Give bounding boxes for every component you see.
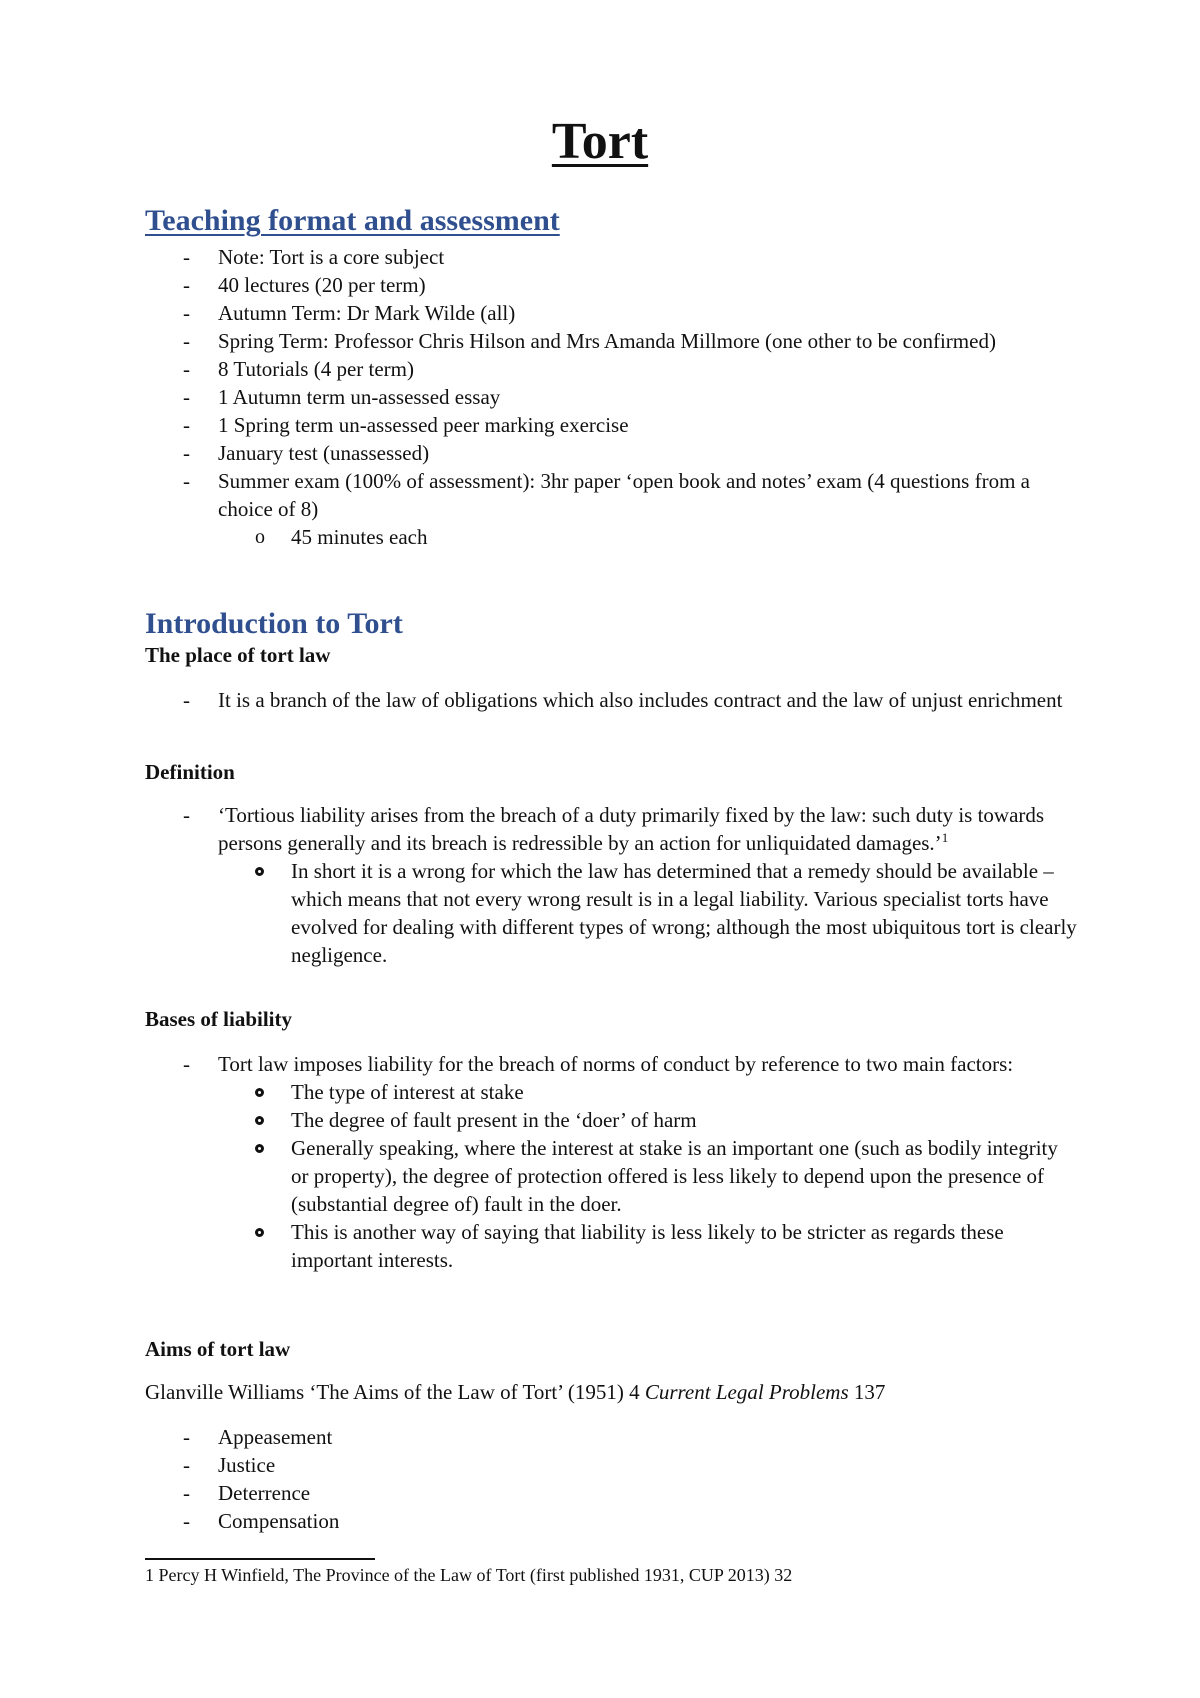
subheading-definition: Definition bbox=[145, 760, 235, 784]
dash-bullet: - bbox=[183, 469, 190, 493]
list-item: - Justice bbox=[183, 1453, 276, 1477]
dash-bullet: - bbox=[183, 803, 190, 827]
page-title: Tort bbox=[551, 113, 649, 170]
list-item: - It is a branch of the law of obligations which also includes contract and the law of unjust enrichment bbox=[183, 688, 1063, 712]
subheading-place: The place of tort law bbox=[145, 643, 331, 667]
circle-bullet-icon bbox=[255, 1144, 264, 1153]
circle-bullet-icon: o bbox=[255, 526, 265, 548]
list-item: - Deterrence bbox=[183, 1481, 311, 1505]
list-item: - 1 Spring term un-assessed peer marking exercise bbox=[183, 413, 629, 437]
section-heading-introduction: Introduction to Tort bbox=[145, 607, 403, 640]
dash-bullet: - bbox=[183, 357, 190, 381]
subheading-aims: Aims of tort law bbox=[145, 1337, 291, 1361]
list-item: - Note: Tort is a core subject bbox=[183, 245, 445, 269]
sub-list-item: Generally speaking, where the interest at stake is an important one (such as bodily integrity or property), the degree of protection offered is less likely to depend upon the presence of (substantial degree of) fault in the doer. bbox=[145, 1134, 1080, 1218]
list-item: - ‘Tortious liability arises from the breach of a duty primarily fixed by the law: such duty is towards persons generally and its breach is redressible by an action for unliquidated damages.’$^1$ bbox=[183, 803, 1045, 855]
definition-list bbox=[145, 801, 1080, 969]
dash-bullet: - bbox=[183, 245, 190, 269]
footnote-reference: 1 bbox=[941, 830, 949, 845]
circle-bullet-icon bbox=[255, 1088, 264, 1097]
list-item: - Spring Term: Professor Chris Hilson and Mrs Amanda Millmore (one other to be confirmed) bbox=[183, 329, 996, 353]
list-item: - Compensation bbox=[183, 1509, 340, 1533]
dash-bullet: - bbox=[183, 301, 190, 325]
sub-list-item: The degree of fault present in the ‘doer’ of harm bbox=[145, 1106, 1080, 1134]
list-item: - 40 lectures (20 per term) bbox=[183, 273, 426, 297]
dash-bullet: - bbox=[183, 413, 190, 437]
aims-citation: Glanville Williams ‘The Aims of the Law of Tort’ (1951) 4 Current Legal Problems 137 bbox=[145, 1380, 886, 1404]
subheading-bases: Bases of liability bbox=[145, 1007, 293, 1031]
circle-bullet-icon bbox=[255, 867, 264, 876]
dash-bullet: - bbox=[183, 1509, 190, 1533]
circle-bullet-icon bbox=[255, 1116, 264, 1125]
dash-bullet: - bbox=[183, 385, 190, 409]
list-item: - Appeasement bbox=[183, 1425, 333, 1449]
dash-bullet: - bbox=[183, 273, 190, 297]
footnote: 1 Percy H Winfield, The Province of the Law of Tort (first published 1931, CUP 2013) 32 bbox=[145, 1565, 793, 1585]
dash-bullet: - bbox=[183, 329, 190, 353]
list-item: - 8 Tutorials (4 per term) bbox=[183, 357, 414, 381]
list-item: - Tort law imposes liability for the breach of norms of conduct by reference to two main factors: bbox=[183, 1052, 1014, 1076]
list-item: - Autumn Term: Dr Mark Wilde (all) bbox=[183, 301, 516, 325]
sub-list-item: The type of interest at stake bbox=[145, 1078, 1080, 1106]
footnote-divider bbox=[145, 1558, 375, 1560]
list-item: - Summer exam (100% of assessment): 3hr paper ‘open book and notes’ exam (4 questions from a choice of 8) bbox=[183, 469, 1030, 521]
place-list bbox=[145, 686, 1080, 714]
dash-bullet: - bbox=[183, 1052, 190, 1076]
list-item: - 1 Autumn term un-assessed essay bbox=[183, 385, 501, 409]
teaching-list bbox=[145, 243, 1080, 551]
bases-list bbox=[145, 1050, 1080, 1274]
sub-list-item: This is another way of saying that liability is less likely to be stricter as regards these important interests. bbox=[145, 1218, 1080, 1274]
aims-list bbox=[145, 1423, 1080, 1535]
sub-list-item: o 45 minutes each bbox=[255, 525, 428, 549]
dash-bullet: - bbox=[183, 1425, 190, 1449]
section-heading-teaching: Teaching format and assessment bbox=[145, 204, 560, 237]
list-item: - January test (unassessed) bbox=[183, 441, 430, 465]
dash-bullet: - bbox=[183, 1481, 190, 1505]
dash-bullet: - bbox=[183, 441, 190, 465]
sub-list-item: In short it is a wrong for which the law has determined that a remedy should be available – which means that not every wrong result is in a legal liability. Various specialist torts have evolved for dealing with different types of wrong; although the most ubiquitous tort is clearly negligence. bbox=[145, 857, 1080, 969]
dash-bullet: - bbox=[183, 1453, 190, 1477]
journal-title: Current Legal Problems bbox=[644, 1380, 849, 1404]
dash-bullet: - bbox=[183, 688, 190, 712]
circle-bullet-icon bbox=[255, 1228, 264, 1237]
